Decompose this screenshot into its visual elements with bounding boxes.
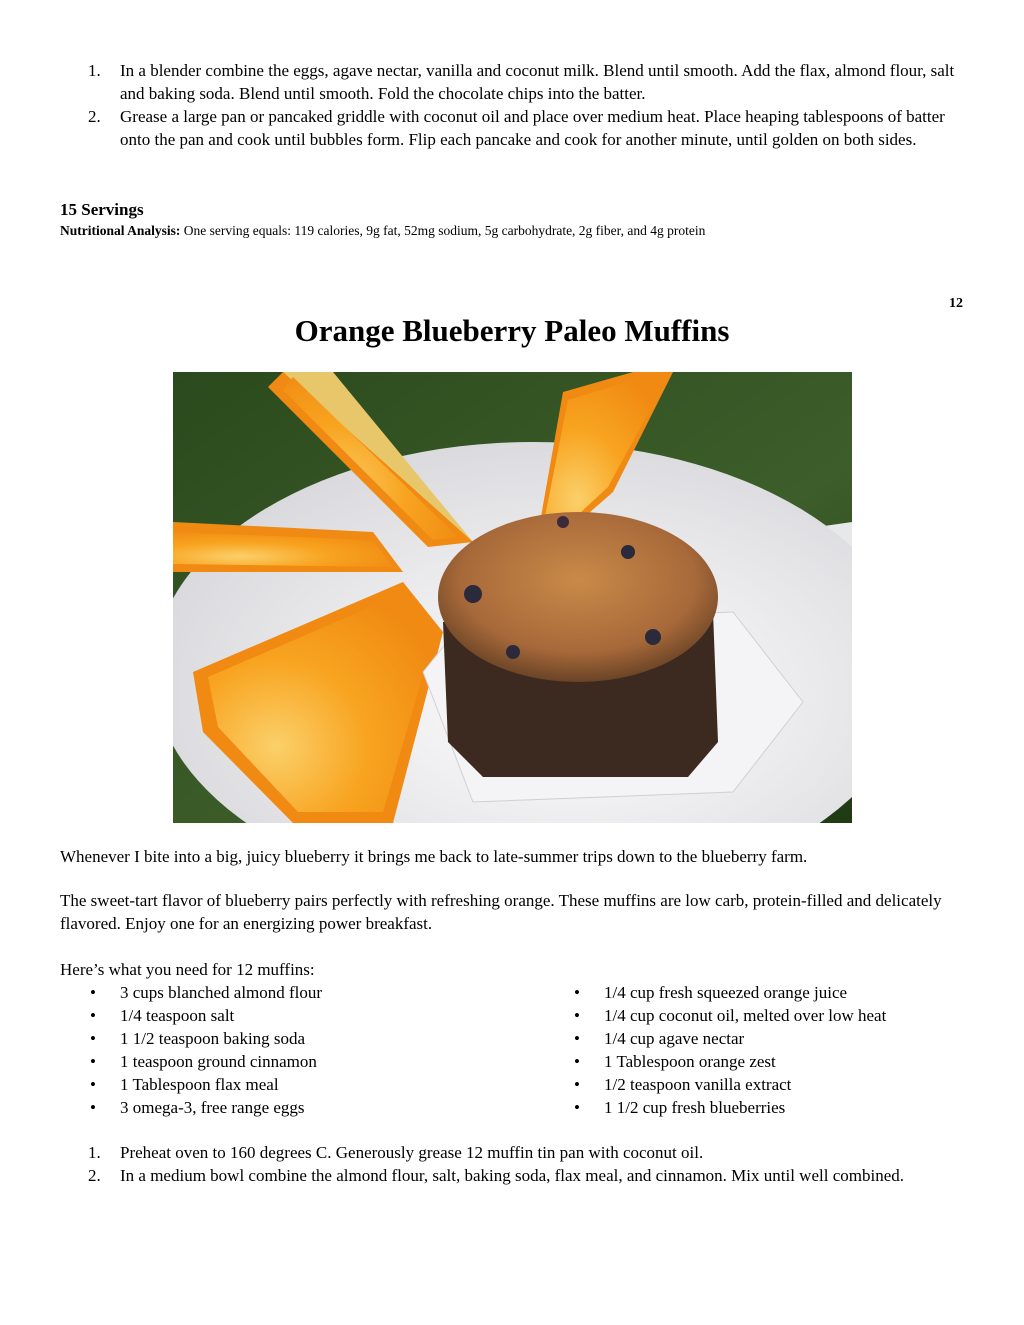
ingredient-text: 1/4 teaspoon salt: [120, 1006, 235, 1025]
bullet-icon: •: [574, 1052, 580, 1071]
intro-paragraph-1: Whenever I bite into a big, juicy blueberry it brings me back to late-summer trips down to the blueberry farm.: [60, 847, 808, 866]
ingredient-text: 1/4 cup agave nectar: [604, 1029, 745, 1048]
bullet-icon: •: [90, 1029, 96, 1048]
ingredient-text: 1/4 cup coconut oil, melted over low heat: [604, 1006, 887, 1025]
ingredient-item: [574, 1073, 886, 1096]
ingredient-item: [90, 981, 322, 1004]
ingredient-item: [90, 1096, 322, 1119]
muffin-instructions-list: [60, 1141, 970, 1187]
ingredient-text: 1 Tablespoon orange zest: [604, 1052, 776, 1071]
intro-paragraph-2: The sweet-tart flavor of blueberry pairs perfectly with refreshing orange. These muffins are low carb, protein-filled and delicately flavored. Enjoy one for an energizing power breakfast.: [60, 891, 942, 933]
step-text: Grease a large pan or pancaked griddle with coconut oil and place over medium heat. Place heaping tablespoons of batter onto the pan and cook until bubbles form. Flip each pancake and cook for another minute, until golden on both sides.: [120, 107, 945, 149]
ingredient-item: [90, 1073, 322, 1096]
instruction-step: [60, 1141, 970, 1164]
ingredient-item: [90, 1004, 322, 1027]
step-number: 2.: [88, 1166, 101, 1185]
bullet-icon: •: [574, 1098, 580, 1117]
bullet-icon: •: [574, 1075, 580, 1094]
instruction-step: [60, 59, 970, 105]
nutrition-text: One serving equals: 119 calories, 9g fat, 52mg sodium, 5g carbohydrate, 2g fiber, and 4g protein: [180, 223, 706, 238]
page-number: 12: [949, 296, 963, 311]
muffin-photo: [173, 372, 852, 823]
ingredient-text: 1 teaspoon ground cinnamon: [120, 1052, 317, 1071]
ingredient-item: [574, 1050, 886, 1073]
ingredient-item: [90, 1027, 322, 1050]
instruction-step: [60, 105, 970, 151]
bullet-icon: •: [90, 983, 96, 1002]
ingredient-text: 1 1/2 teaspoon baking soda: [120, 1029, 306, 1048]
step-text: In a blender combine the eggs, agave nectar, vanilla and coconut milk. Blend until smooth. Add the flax, almond flour, salt and baking soda. Blend until smooth. Fold the chocolate chips into the batter.: [120, 61, 955, 103]
step-text: Preheat oven to 160 degrees C. Generously grease 12 muffin tin pan with coconut oil.: [120, 1143, 704, 1162]
ingredient-text: 3 cups blanched almond flour: [120, 983, 323, 1002]
ingredient-item: [574, 1004, 886, 1027]
bullet-icon: •: [90, 1075, 96, 1094]
pancake-instructions-list: [60, 59, 970, 151]
ingredient-text: 1 1/2 cup fresh blueberries: [604, 1098, 786, 1117]
nutrition-label: Nutritional Analysis:: [60, 223, 181, 238]
ingredient-item: [574, 981, 886, 1004]
ingredient-item: [574, 1096, 886, 1119]
step-text: In a medium bowl combine the almond flour, salt, baking soda, flax meal, and cinnamon. Mix until well combined.: [120, 1166, 904, 1185]
nutritional-analysis: [60, 223, 705, 239]
step-number: 1.: [88, 1143, 101, 1162]
bullet-icon: •: [574, 1029, 580, 1048]
ingredients-heading: Here’s what you need for 12 muffins:: [60, 960, 315, 979]
ingredient-text: 1 Tablespoon flax meal: [120, 1075, 279, 1094]
instruction-step: [60, 1164, 970, 1187]
step-number: 2.: [88, 107, 101, 126]
recipe-title: Orange Blueberry Paleo Muffins: [294, 313, 730, 348]
ingredient-item: [574, 1027, 886, 1050]
ingredient-text: 1/2 teaspoon vanilla extract: [604, 1075, 792, 1094]
bullet-icon: •: [90, 1052, 96, 1071]
bullet-icon: •: [574, 1006, 580, 1025]
ingredients-list-right: [574, 981, 886, 1119]
bullet-icon: •: [90, 1006, 96, 1025]
ingredient-text: 3 omega-3, free range eggs: [120, 1098, 305, 1117]
ingredient-item: [90, 1050, 322, 1073]
step-number: 1.: [88, 61, 101, 80]
ingredient-text: 1/4 cup fresh squeezed orange juice: [604, 983, 848, 1002]
bullet-icon: •: [90, 1098, 96, 1117]
servings-heading: 15 Servings: [60, 200, 144, 219]
bullet-icon: •: [574, 983, 580, 1002]
ingredients-list-left: [90, 981, 322, 1119]
